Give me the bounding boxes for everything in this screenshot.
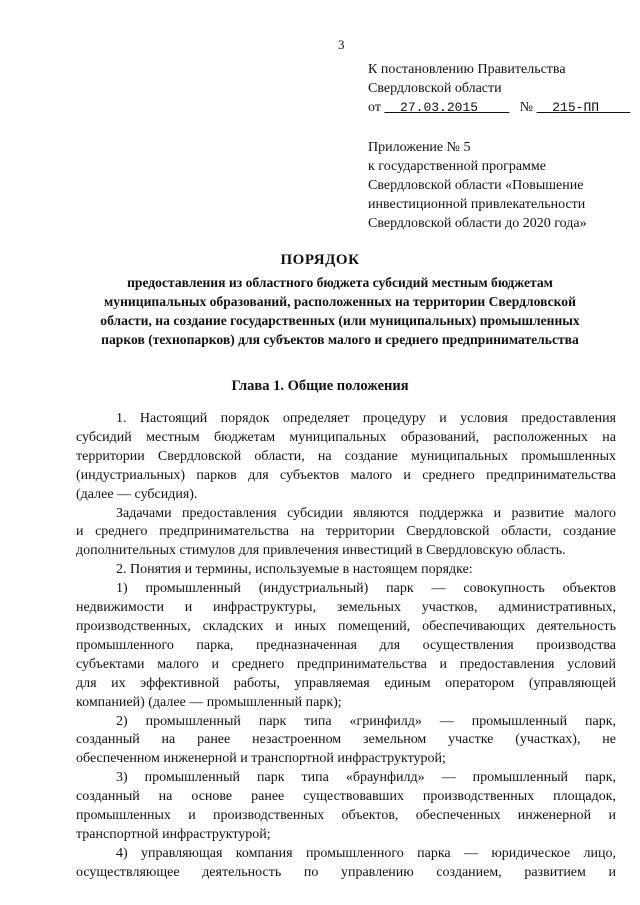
text-line: 1) промышленный (индустриальный) парк — совокупность объектов xyxy=(116,581,616,597)
text-line: промышленных и производственных объектов, обеспеченных инженерной и xyxy=(76,808,616,824)
text-line: промышленного парка, предназначенная для осуществления производства xyxy=(76,637,616,653)
text-line: компанией) (далее — промышленный парк); xyxy=(76,694,342,710)
subtitle-line: области, на создание государственных (или муниципальных) промышленных xyxy=(100,313,580,328)
text-line: территории Свердловской области, на создание муниципальных промышленных xyxy=(76,448,616,464)
text-line: 3) промышленный парк типа «браунфилд» — промышленный парк, xyxy=(116,770,616,786)
text-line: (далее — субсидия). xyxy=(76,486,198,502)
appendix-line-2: к государственной программе xyxy=(368,159,546,174)
text-line: недвижимости и инфраструктуры, земельных участков, административных, xyxy=(76,600,616,616)
text-line: обеспеченном инженерной и транспортной инфраструктурой; xyxy=(76,751,446,767)
text-line: субъектами малого и среднего предпринимательства и предоставления условий xyxy=(76,656,616,672)
text-line: субсидий местным бюджетам муниципальных образований, расположенных на xyxy=(76,429,616,445)
document-subtitle xyxy=(62,273,618,349)
subtitle-line: предоставления из областного бюджета субсидий местным бюджетам xyxy=(127,275,553,290)
appendix-reference xyxy=(368,138,630,233)
subtitle-line: муниципальных образований, расположенных на территории Свердловской xyxy=(104,294,576,309)
appendix-line-1: Приложение № 5 xyxy=(368,140,471,155)
text-line: 1. Настоящий порядок определяет процедуру и условия предоставления xyxy=(116,411,616,426)
paragraph-1 xyxy=(76,410,616,505)
paragraph-3 xyxy=(76,561,616,580)
text-line: и среднего предпринимательства на территории Свердловской области, создание xyxy=(76,524,616,540)
text-line: (индустриальных) парков для субъектов малого и среднего предпринимательства xyxy=(76,467,616,483)
resolution-reference xyxy=(368,60,628,117)
text-line: созданный на ранее незастроенном земельном участке (участках), не xyxy=(76,732,616,748)
resolution-date: 27.03.2015 xyxy=(400,100,479,115)
paragraph-6 xyxy=(76,769,616,845)
text-line: дополнительных стимулов для привлечения инвестиций в Свердловскую область. xyxy=(76,543,566,559)
resolution-line-2: Свердловской области xyxy=(368,81,502,96)
document-body xyxy=(76,410,616,883)
text-line: 2) промышленный парк типа «гринфилд» — промышленный парк, xyxy=(116,713,616,729)
text-line: 4) управляющая компания промышленного парка — юридическое лицо, xyxy=(116,845,616,861)
text-line: для их эффективной работы, управляемая единым оператором (управляющей xyxy=(76,675,616,691)
appendix-line-4: инвестиционной привлекательности xyxy=(368,197,586,212)
appendix-line-3: Свердловской области «Повышение xyxy=(368,178,584,193)
page-number: 3 xyxy=(338,37,345,52)
paragraph-5 xyxy=(76,713,616,770)
text-line: Задачами предоставления субсидии являются поддержка и развитие малого xyxy=(116,505,616,521)
paragraph-4 xyxy=(76,580,616,712)
chapter-heading: Глава 1. Общие положения xyxy=(231,378,409,394)
text-line: осуществляющее деятельность по управлению созданием, развитием и xyxy=(76,864,616,880)
text-line: транспортной инфраструктурой; xyxy=(76,826,271,842)
appendix-line-5: Свердловской области до 2020 года» xyxy=(368,216,587,231)
paragraph-7 xyxy=(76,845,616,883)
document-title: ПОРЯДОК xyxy=(280,252,360,268)
resolution-date-line xyxy=(368,98,628,117)
from-label: от xyxy=(368,100,381,115)
resolution-line-1: К постановлению Правительства xyxy=(368,62,566,77)
subtitle-line: парков (технопарков) для субъектов малого и среднего предпринимательства xyxy=(101,332,579,347)
paragraph-2 xyxy=(76,505,616,562)
text-line: производственных, складских и иных помещений, обеспечивающих деятельность xyxy=(76,618,616,634)
resolution-number: 215-ПП xyxy=(552,100,600,115)
number-label: № xyxy=(519,100,534,115)
text-line: 2. Понятия и термины, используемые в настоящем порядке: xyxy=(116,562,473,578)
text-line: созданный на основе ранее существовавших производственных площадок, xyxy=(76,789,616,805)
